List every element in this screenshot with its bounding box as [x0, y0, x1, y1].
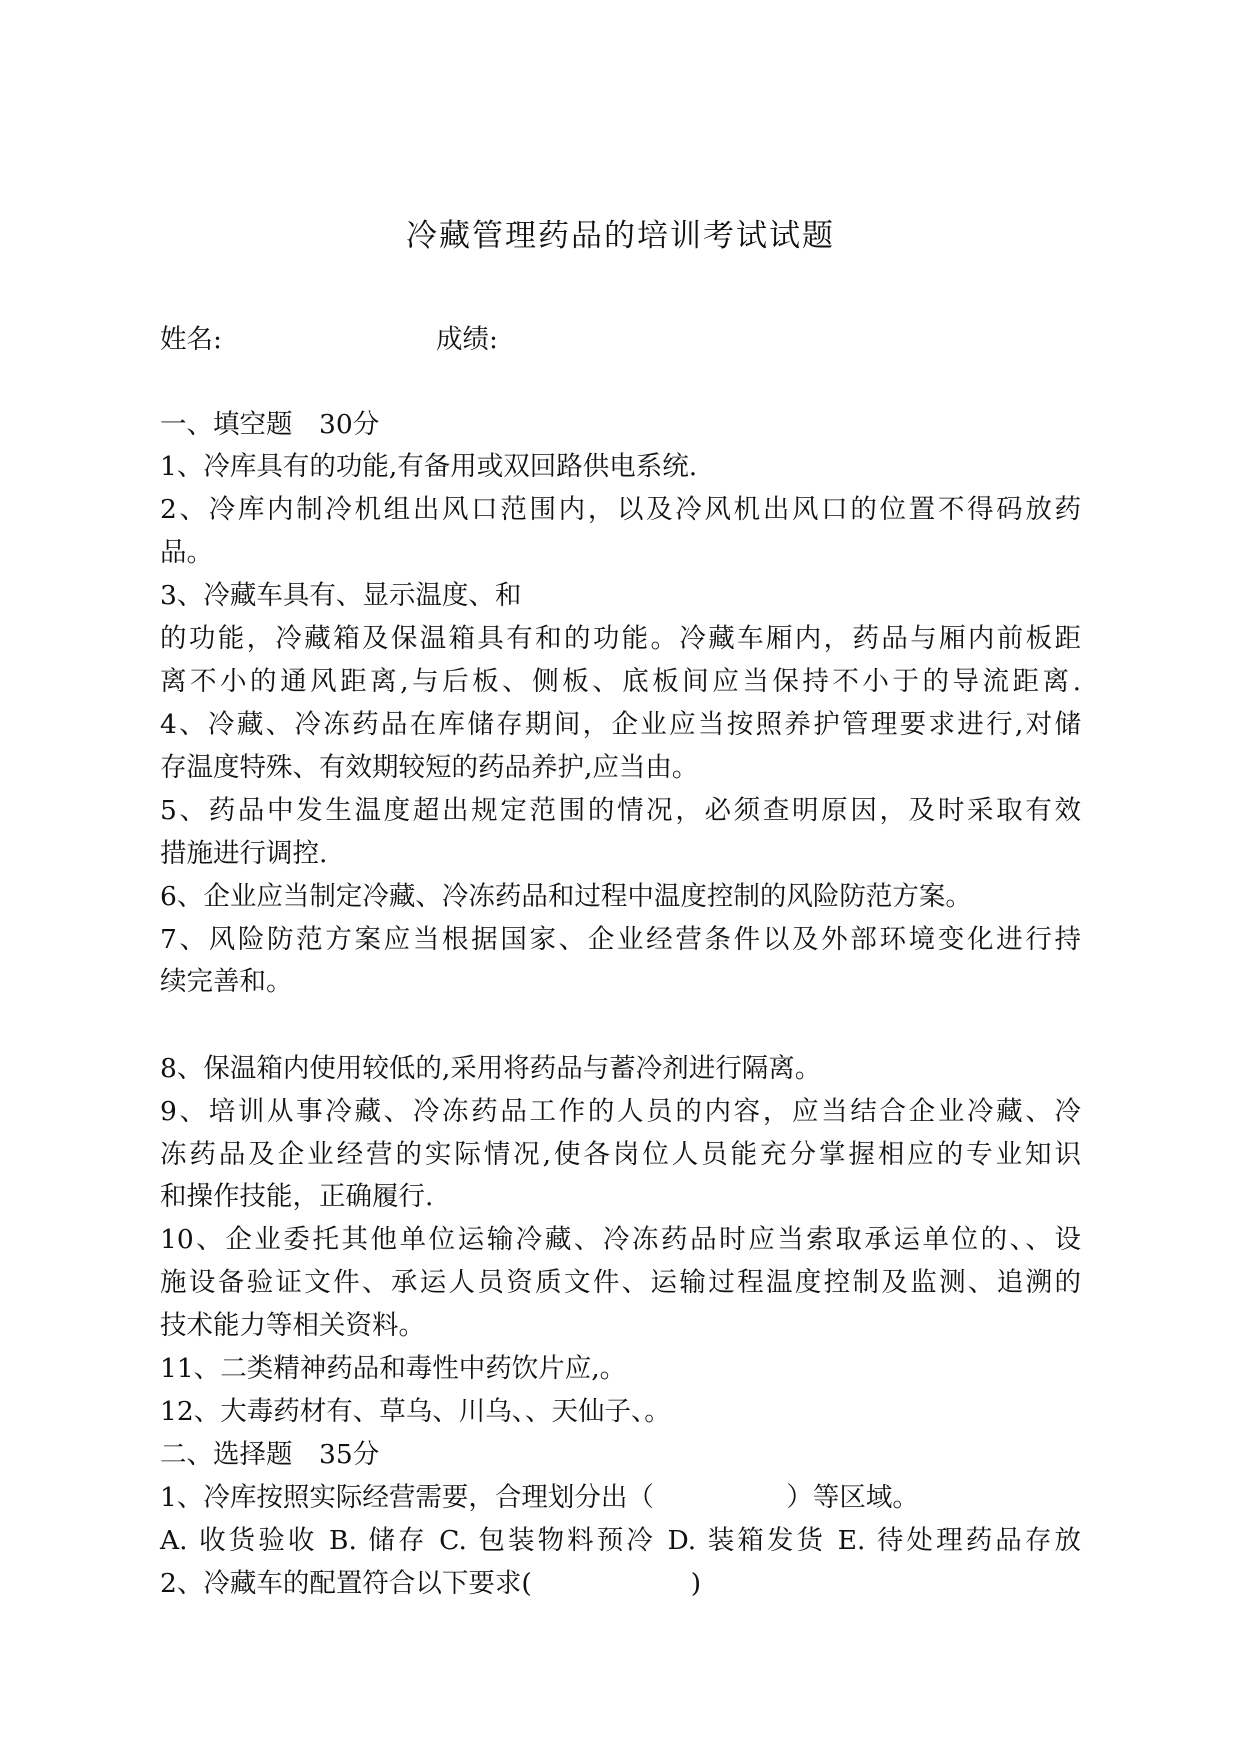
question-line: 和操作技能，正确履行. — [160, 1181, 434, 1212]
question-line: 6、企业应当制定冷藏、冷冻药品和过程中温度控制的风险防范方案。 — [160, 881, 972, 912]
question-line: 施设备验证文件、承运人员资质文件、运输过程温度控制及监测、追溯的 — [160, 1267, 1081, 1298]
question-line: 3、冷藏车具有、显示温度、和 — [160, 580, 522, 611]
question-line: 品。 — [160, 537, 213, 568]
question-line: 冻药品及企业经营的实际情况,使各岗位人员能充分掌握相应的专业知识 — [160, 1139, 1081, 1170]
score-label: 成绩: — [436, 324, 498, 355]
page-title: 冷藏管理药品的培训考试试题 — [406, 218, 835, 254]
question-line: 存温度特殊、有效期较短的药品养护,应当由。 — [160, 752, 699, 783]
question-line: 措施进行调控. — [160, 838, 328, 869]
name-label: 姓名: — [160, 324, 222, 355]
question-line: 10、企业委托其他单位运输冷藏、冷冻药品时应当索取承运单位的、、设 — [160, 1224, 1081, 1255]
question-line: 11、二类精神药品和毒性中药饮片应,。 — [160, 1353, 627, 1384]
question-line: 技术能力等相关资料。 — [160, 1310, 425, 1341]
question-line: 1、冷库按照实际经营需要，合理划分出（ ）等区域。 — [160, 1482, 919, 1513]
question-line: 12、大毒药材有、草乌、川乌、、天仙子、。 — [160, 1396, 671, 1427]
question-line: 1、冷库具有的功能,有备用或双回路供电系统. — [160, 451, 698, 482]
question-line: 8、保温箱内使用较低的,采用将药品与蓄冷剂进行隔离。 — [160, 1053, 822, 1084]
question-line: 离不小的通风距离,与后板、侧板、底板间应当保持不小于的导流距离. — [160, 666, 1081, 697]
question-line: 4、冷藏、冷冻药品在库储存期间，企业应当按照养护管理要求进行,对储 — [160, 709, 1081, 740]
question-line: 7、风险防范方案应当根据国家、企业经营条件以及外部环境变化进行持 — [160, 924, 1081, 955]
choice-options: A. 收货验收 B. 储存 C. 包装物料预冷 D. 装箱发货 E. 待处理药品存放 — [160, 1525, 1081, 1556]
question-line: 的功能，冷藏箱及保温箱具有和的功能。冷藏车厢内，药品与厢内前板距 — [160, 623, 1081, 654]
question-line: 2、冷藏车的配置符合以下要求( ) — [160, 1568, 702, 1599]
question-line: 9、培训从事冷藏、冷冻药品工作的人员的内容，应当结合企业冷藏、冷 — [160, 1096, 1081, 1127]
section-heading-fill-blank: 一、填空题 30分 — [160, 409, 380, 440]
section-heading-multiple-choice: 二、选择题 35分 — [160, 1439, 380, 1470]
question-line: 续完善和。 — [160, 966, 293, 997]
question-line: 2、冷库内制冷机组出风口范围内，以及冷风机出风口的位置不得码放药 — [160, 494, 1081, 525]
question-line: 5、药品中发生温度超出规定范围的情况，必须查明原因，及时采取有效 — [160, 795, 1081, 826]
